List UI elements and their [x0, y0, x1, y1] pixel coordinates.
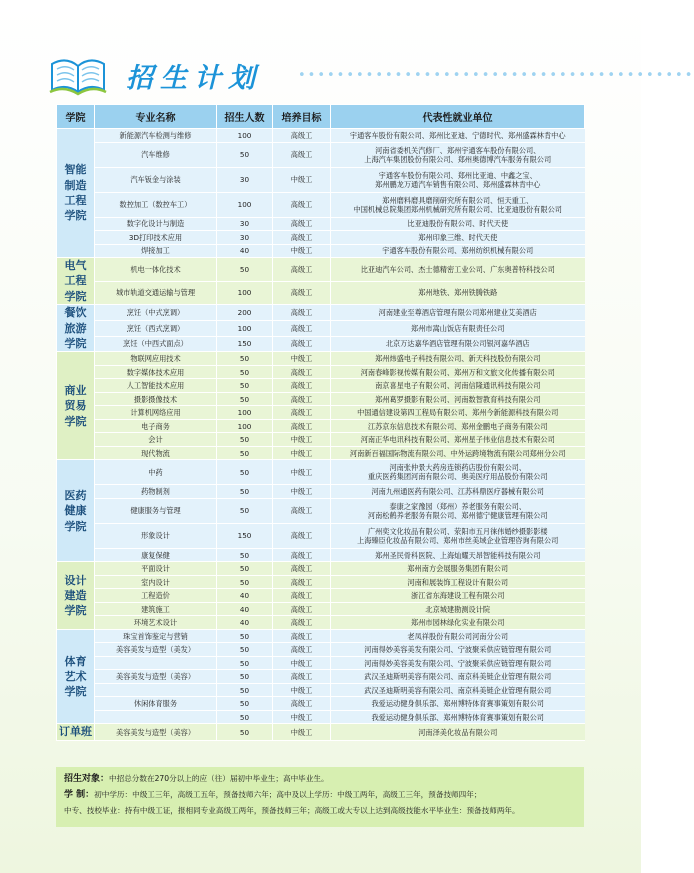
footer-system-line-2 — [64, 803, 576, 818]
table-row — [57, 281, 585, 305]
open-book-icon — [48, 52, 108, 96]
count-cell: 100 — [217, 129, 273, 143]
major-cell: 新能源汽车检测与维修 — [95, 129, 217, 143]
count-cell: 50 — [217, 629, 273, 643]
major-cell: 物联网应用技术 — [95, 352, 217, 366]
employers-cell — [331, 710, 585, 724]
school-name-cell: 电气 工程 学院 — [57, 258, 95, 305]
major-cell: 数字化设计与制造 — [95, 217, 217, 231]
table-row — [57, 406, 585, 420]
table-row — [57, 562, 585, 576]
count-cell: 40 — [217, 602, 273, 616]
goal-cell: 高级工 — [273, 231, 331, 245]
goal-cell: 高级工 — [273, 379, 331, 393]
employers-cell — [331, 485, 585, 499]
employers-cell — [331, 244, 585, 258]
major-cell: 珠宝首饰鉴定与营销 — [95, 629, 217, 643]
count-cell: 30 — [217, 231, 273, 245]
goal-cell: 高级工 — [273, 419, 331, 433]
major-cell: 烹饪（中式烹调） — [95, 305, 217, 321]
goal-cell: 中级工 — [273, 724, 331, 740]
enrollment-table-wrap — [56, 104, 584, 741]
table-row — [57, 365, 585, 379]
major-cell: 烹饪（中西式面点） — [95, 336, 217, 352]
major-cell: 工程造价 — [95, 589, 217, 603]
employer-line: 河南和展装饰工程设计有限公司 — [407, 577, 509, 587]
table-row — [57, 710, 585, 724]
employer-line: 郑州印象三维、时代天使 — [418, 232, 498, 242]
count-cell: 40 — [217, 616, 273, 630]
employers-cell — [331, 523, 585, 548]
major-cell: 电子商务 — [95, 419, 217, 433]
employers-cell — [331, 656, 585, 670]
school-name-cell: 餐饮 旅游 学院 — [57, 305, 95, 352]
employer-line: 河南得妙美容美发有限公司、宁波聚采供应链管理有限公司 — [364, 658, 552, 668]
table-row — [57, 575, 585, 589]
count-cell: 40 — [217, 589, 273, 603]
employers-cell — [331, 281, 585, 305]
major-cell: 汽车维修 — [95, 142, 217, 167]
table-row — [57, 305, 585, 321]
goal-cell: 中级工 — [273, 485, 331, 499]
goal-cell: 高级工 — [273, 523, 331, 548]
goal-cell: 中级工 — [273, 710, 331, 724]
footer-notes — [56, 767, 584, 827]
employer-line: 武汉圣迪斯明美容有限公司、南京科美链企业管理有限公司 — [364, 685, 552, 695]
employers-cell — [331, 629, 585, 643]
goal-cell: 高级工 — [273, 365, 331, 379]
table-row — [57, 697, 585, 711]
employers-cell — [331, 392, 585, 406]
target-text: 中招总分数在270分以上的应（往）届初中毕业生；高中毕业生。 — [109, 774, 329, 783]
goal-cell: 高级工 — [273, 217, 331, 231]
school-group — [57, 129, 585, 258]
employer-line: 南京喜星电子有限公司、河南信隆通讯科技有限公司 — [375, 381, 541, 391]
employer-line: 河南九州通医药有限公司、江苏科鼎医疗器械有限公司 — [371, 487, 544, 497]
header-employers: 代表性就业单位 — [331, 105, 585, 129]
system-text-3: 中专、技校毕业：持有中级工证，报相同专业高级工两年，预备技师三年；高级工或大专以上达到高级技能水平毕业生：预备技师两年。 — [64, 806, 520, 815]
employer-line: 郑州磨料磨具磨削研究所有限公司、恒天重工、 — [382, 195, 534, 205]
count-cell: 100 — [217, 419, 273, 433]
table-row — [57, 485, 585, 499]
table-row — [57, 523, 585, 548]
major-cell — [95, 683, 217, 697]
count-cell: 50 — [217, 697, 273, 711]
table-row — [57, 217, 585, 231]
employer-line: 河南泽美化妆品有限公司 — [418, 727, 498, 737]
count-cell: 50 — [217, 460, 273, 485]
employer-line: 河南张仲景大药房连锁药店股份有限公司、 — [389, 463, 527, 473]
major-cell — [95, 710, 217, 724]
goal-cell: 中级工 — [273, 244, 331, 258]
employer-line: 宇通客车股份有限公司、郑州比亚迪、宁德时代、郑州盛霖林肯中心 — [349, 130, 566, 140]
table-row — [57, 258, 585, 282]
major-cell: 中药 — [95, 460, 217, 485]
employer-line: 上海汽车集团股份有限公司、郑州奥德博汽车服务有限公司 — [364, 154, 552, 164]
major-cell: 3D打印技术应用 — [95, 231, 217, 245]
school-group — [57, 305, 585, 352]
count-cell: 50 — [217, 575, 273, 589]
employer-line: 比亚迪股份有限公司、时代天使 — [407, 219, 509, 229]
employer-line: 我爱运动健身俱乐部、郑州博特体育赛事策划有限公司 — [371, 712, 544, 722]
major-cell: 形象设计 — [95, 523, 217, 548]
count-cell: 50 — [217, 710, 273, 724]
employer-line: 河南省委机关汽修厂、郑州宇通客车股份有限公司、 — [375, 145, 541, 155]
major-cell: 健康服务与管理 — [95, 498, 217, 523]
count-cell: 50 — [217, 365, 273, 379]
goal-cell: 高级工 — [273, 305, 331, 321]
school-name-cell: 设计 建造 学院 — [57, 562, 95, 630]
employer-line: 比亚迪汽车公司、杰士德精密工业公司、广东奥普特科技公司 — [360, 264, 555, 274]
employers-cell — [331, 142, 585, 167]
employers-cell — [331, 320, 585, 336]
employer-line: 中国通信建设第四工程局有限公司、郑州今新能源科技有限公司 — [357, 408, 559, 418]
major-cell: 休闲体育服务 — [95, 697, 217, 711]
employers-cell — [331, 129, 585, 143]
employers-cell — [331, 433, 585, 447]
count-cell: 50 — [217, 379, 273, 393]
major-cell: 汽车钣金与涂装 — [95, 167, 217, 192]
goal-cell: 高级工 — [273, 320, 331, 336]
count-cell: 50 — [217, 683, 273, 697]
employers-cell — [331, 336, 585, 352]
goal-cell: 高级工 — [273, 392, 331, 406]
major-cell — [95, 656, 217, 670]
employer-line: 郑州葛罗摄影有限公司、河南数智教育科技有限公司 — [375, 394, 541, 404]
employers-cell — [331, 643, 585, 657]
goal-cell: 中级工 — [273, 433, 331, 447]
goal-cell: 高级工 — [273, 548, 331, 562]
table-row — [57, 129, 585, 143]
goal-cell: 高级工 — [273, 406, 331, 420]
count-cell: 50 — [217, 392, 273, 406]
count-cell: 100 — [217, 192, 273, 217]
employers-cell — [331, 697, 585, 711]
table-row — [57, 548, 585, 562]
goal-cell: 高级工 — [273, 258, 331, 282]
goal-cell: 高级工 — [273, 336, 331, 352]
major-cell: 美容美发与造型（美容） — [95, 724, 217, 740]
count-cell: 50 — [217, 656, 273, 670]
employers-cell — [331, 406, 585, 420]
system-text-1: 初中学历：中级工三年，高级工五年，预备技师六年； — [94, 790, 277, 799]
table-row — [57, 446, 585, 460]
major-cell: 机电一体化技术 — [95, 258, 217, 282]
employers-cell — [331, 670, 585, 684]
major-cell: 美容美发与造型（美发） — [95, 643, 217, 657]
employers-cell — [331, 352, 585, 366]
table-row — [57, 643, 585, 657]
major-cell: 建筑施工 — [95, 602, 217, 616]
count-cell: 40 — [217, 244, 273, 258]
employers-cell — [331, 419, 585, 433]
major-cell: 焊接加工 — [95, 244, 217, 258]
employers-cell — [331, 379, 585, 393]
school-name-cell: 订单班 — [57, 724, 95, 740]
goal-cell: 中级工 — [273, 683, 331, 697]
major-cell: 烹饪（西式烹调） — [95, 320, 217, 336]
table-row — [57, 460, 585, 485]
employer-line: 宇通客车股份有限公司、郑州比亚迪、中鑫之宝、 — [378, 170, 537, 180]
employers-cell — [331, 167, 585, 192]
goal-cell: 中级工 — [273, 446, 331, 460]
count-cell: 50 — [217, 562, 273, 576]
goal-cell: 高级工 — [273, 575, 331, 589]
employer-line: 老凤祥股份有限公司河南分公司 — [407, 631, 509, 641]
goal-cell: 高级工 — [273, 192, 331, 217]
school-group — [57, 562, 585, 630]
table-row — [57, 352, 585, 366]
employer-line: 武汉圣迪斯明美容有限公司、南京科美链企业管理有限公司 — [364, 672, 552, 682]
goal-cell: 高级工 — [273, 281, 331, 305]
employers-cell — [331, 616, 585, 630]
table-row — [57, 724, 585, 740]
title-dots-decoration: ••••••••••••••••••••••••••••••••••••••••• — [298, 68, 694, 83]
school-group — [57, 258, 585, 305]
school-name-cell: 商业 贸易 学院 — [57, 352, 95, 460]
goal-cell: 高级工 — [273, 129, 331, 143]
table-row — [57, 336, 585, 352]
system-label: 学 制： — [64, 790, 95, 800]
goal-cell: 高级工 — [273, 643, 331, 657]
employers-cell — [331, 258, 585, 282]
major-cell: 现代物流 — [95, 446, 217, 460]
employer-line: 北京城建勘测设计院 — [425, 604, 491, 614]
employer-line: 河南新百福国际物流有限公司、中外运跨境物流有限公司郑州分公司 — [349, 448, 566, 458]
major-cell: 数控加工（数控车工） — [95, 192, 217, 217]
table-header-row — [57, 105, 585, 129]
table-row — [57, 616, 585, 630]
count-cell: 50 — [217, 433, 273, 447]
footer-system-line — [64, 787, 576, 803]
count-cell: 150 — [217, 336, 273, 352]
header-goal: 培养目标 — [273, 105, 331, 129]
employer-line: 郑州炜盛电子科技有限公司、新天科技股份有限公司 — [375, 354, 541, 364]
goal-cell: 高级工 — [273, 629, 331, 643]
header-major: 专业名称 — [95, 105, 217, 129]
table-row — [57, 379, 585, 393]
employer-line: 江苏京东信息技术有限公司、郑州金鹏电子商务有限公司 — [367, 421, 548, 431]
employer-line: 河南得妙美容美发有限公司、宁波聚采供应链管理有限公司 — [364, 645, 552, 655]
system-text-2: 高中及以上学历：中级工两年，高级工三年，预备技师四年； — [276, 790, 482, 799]
table-row — [57, 419, 585, 433]
table-row — [57, 392, 585, 406]
major-cell: 药物制剂 — [95, 485, 217, 499]
employer-line: 广州奕文化妆品有限公司、荥阳市五月徕伟婚纱摄影影楼 — [367, 526, 548, 536]
employer-line: 北京万达嘉华酒店管理有限公司银河嘉华酒店 — [385, 339, 530, 349]
count-cell: 50 — [217, 142, 273, 167]
employers-cell — [331, 683, 585, 697]
major-cell: 美容美发与造型（美容） — [95, 670, 217, 684]
employer-line: 河南建业至尊酒店管理有限公司郑州建业艾美酒店 — [378, 308, 537, 318]
count-cell: 50 — [217, 446, 273, 460]
school-group — [57, 629, 585, 724]
goal-cell: 高级工 — [273, 616, 331, 630]
count-cell: 50 — [217, 724, 273, 740]
employer-line: 河南正华电讯科技有限公司、郑州星子伟业信息技术有限公司 — [360, 435, 555, 445]
goal-cell: 高级工 — [273, 142, 331, 167]
major-cell: 平面设计 — [95, 562, 217, 576]
major-cell: 康复保健 — [95, 548, 217, 562]
table-row — [57, 602, 585, 616]
school-group — [57, 352, 585, 460]
employers-cell — [331, 562, 585, 576]
count-cell: 50 — [217, 643, 273, 657]
target-label: 招生对象： — [64, 774, 110, 784]
major-cell: 环境艺术设计 — [95, 616, 217, 630]
table-row — [57, 167, 585, 192]
major-cell: 室内设计 — [95, 575, 217, 589]
count-cell: 150 — [217, 523, 273, 548]
employer-line: 浙江省东海建设工程有限公司 — [411, 591, 505, 601]
count-cell: 100 — [217, 406, 273, 420]
count-cell: 50 — [217, 498, 273, 523]
goal-cell: 高级工 — [273, 562, 331, 576]
table-row — [57, 498, 585, 523]
table-row — [57, 231, 585, 245]
table-row — [57, 192, 585, 217]
table-row — [57, 629, 585, 643]
employer-line: 郑州市嵩山饭店有限责任公司 — [411, 323, 505, 333]
employers-cell — [331, 575, 585, 589]
major-cell: 会计 — [95, 433, 217, 447]
employers-cell — [331, 365, 585, 379]
employers-cell — [331, 460, 585, 485]
table-row — [57, 589, 585, 603]
table-row — [57, 683, 585, 697]
enrollment-table — [56, 104, 585, 741]
goal-cell: 高级工 — [273, 602, 331, 616]
page-header — [48, 52, 694, 100]
employers-cell — [331, 217, 585, 231]
employers-cell — [331, 446, 585, 460]
goal-cell: 高级工 — [273, 498, 331, 523]
employer-line: 郑州南方会展服务集团有限公司 — [407, 564, 509, 574]
major-cell: 摄影摄像技术 — [95, 392, 217, 406]
employer-line: 中国机械总院集团郑州机械研究所有限公司、比亚迪股份有限公司 — [353, 204, 562, 214]
major-cell: 计算机网络应用 — [95, 406, 217, 420]
table-row — [57, 142, 585, 167]
count-cell: 30 — [217, 217, 273, 231]
count-cell: 30 — [217, 167, 273, 192]
goal-cell: 高级工 — [273, 697, 331, 711]
count-cell: 200 — [217, 305, 273, 321]
employers-cell — [331, 548, 585, 562]
goal-cell: 中级工 — [273, 656, 331, 670]
school-name-cell: 体育 艺术 学院 — [57, 629, 95, 724]
table-row — [57, 670, 585, 684]
employer-line: 上海臻臣化妆品有限公司、郑州市丝美域企业管理咨询有限公司 — [357, 535, 559, 545]
employer-line: 郑州圣民骨科医院、上海灿耀天昂智能科技有限公司 — [375, 550, 541, 560]
school-name-cell: 智能 制造 工程 学院 — [57, 129, 95, 258]
school-group — [57, 724, 585, 740]
employer-line: 泰康之家豫园（郑州）养老服务有限公司、 — [389, 501, 527, 511]
count-cell: 50 — [217, 670, 273, 684]
major-cell: 人工智能技术应用 — [95, 379, 217, 393]
table-row — [57, 433, 585, 447]
employers-cell — [331, 602, 585, 616]
school-name-cell: 医药 健康 学院 — [57, 460, 95, 562]
count-cell: 100 — [217, 320, 273, 336]
employer-line: 郑州地铁、郑州铁腾铁路 — [418, 288, 498, 298]
employers-cell — [331, 498, 585, 523]
count-cell: 50 — [217, 485, 273, 499]
goal-cell: 中级工 — [273, 167, 331, 192]
employers-cell — [331, 192, 585, 217]
employer-line: 我爱运动健身俱乐部、郑州博特体育赛事策划有限公司 — [371, 699, 544, 709]
table-row — [57, 656, 585, 670]
count-cell: 50 — [217, 352, 273, 366]
goal-cell: 高级工 — [273, 589, 331, 603]
table-row — [57, 320, 585, 336]
employers-cell — [331, 724, 585, 740]
goal-cell: 高级工 — [273, 670, 331, 684]
employer-line: 河南松鹤养老服务有限公司、郑州德宁健康管理有限公司 — [367, 510, 548, 520]
goal-cell: 中级工 — [273, 352, 331, 366]
goal-cell: 中级工 — [273, 460, 331, 485]
employers-cell — [331, 305, 585, 321]
employer-line: 河南春峰影视传媒有限公司、郑州万和文旅文化传播有限公司 — [360, 367, 555, 377]
count-cell: 50 — [217, 548, 273, 562]
major-cell: 数字媒体技术应用 — [95, 365, 217, 379]
employer-line: 郑州市园林绿化实业有限公司 — [411, 618, 505, 628]
header-school: 学院 — [57, 105, 95, 129]
page-title: 招生计划 — [126, 63, 262, 94]
header-count: 招生人数 — [217, 105, 273, 129]
table-row — [57, 244, 585, 258]
major-cell: 城市轨道交通运输与管理 — [95, 281, 217, 305]
footer-target-line — [64, 771, 576, 787]
employers-cell — [331, 589, 585, 603]
employers-cell — [331, 231, 585, 245]
employer-line: 宇通客车股份有限公司、郑州纺织机械有限公司 — [382, 246, 534, 256]
school-group — [57, 460, 585, 562]
count-cell: 100 — [217, 281, 273, 305]
count-cell: 50 — [217, 258, 273, 282]
employer-line: 郑州鹏龙万通汽车销售有限公司、郑州盛霖林肯中心 — [375, 179, 541, 189]
employer-line: 重庆医药集团河南有限公司、奥美医疗用品股份有限公司 — [367, 472, 548, 482]
